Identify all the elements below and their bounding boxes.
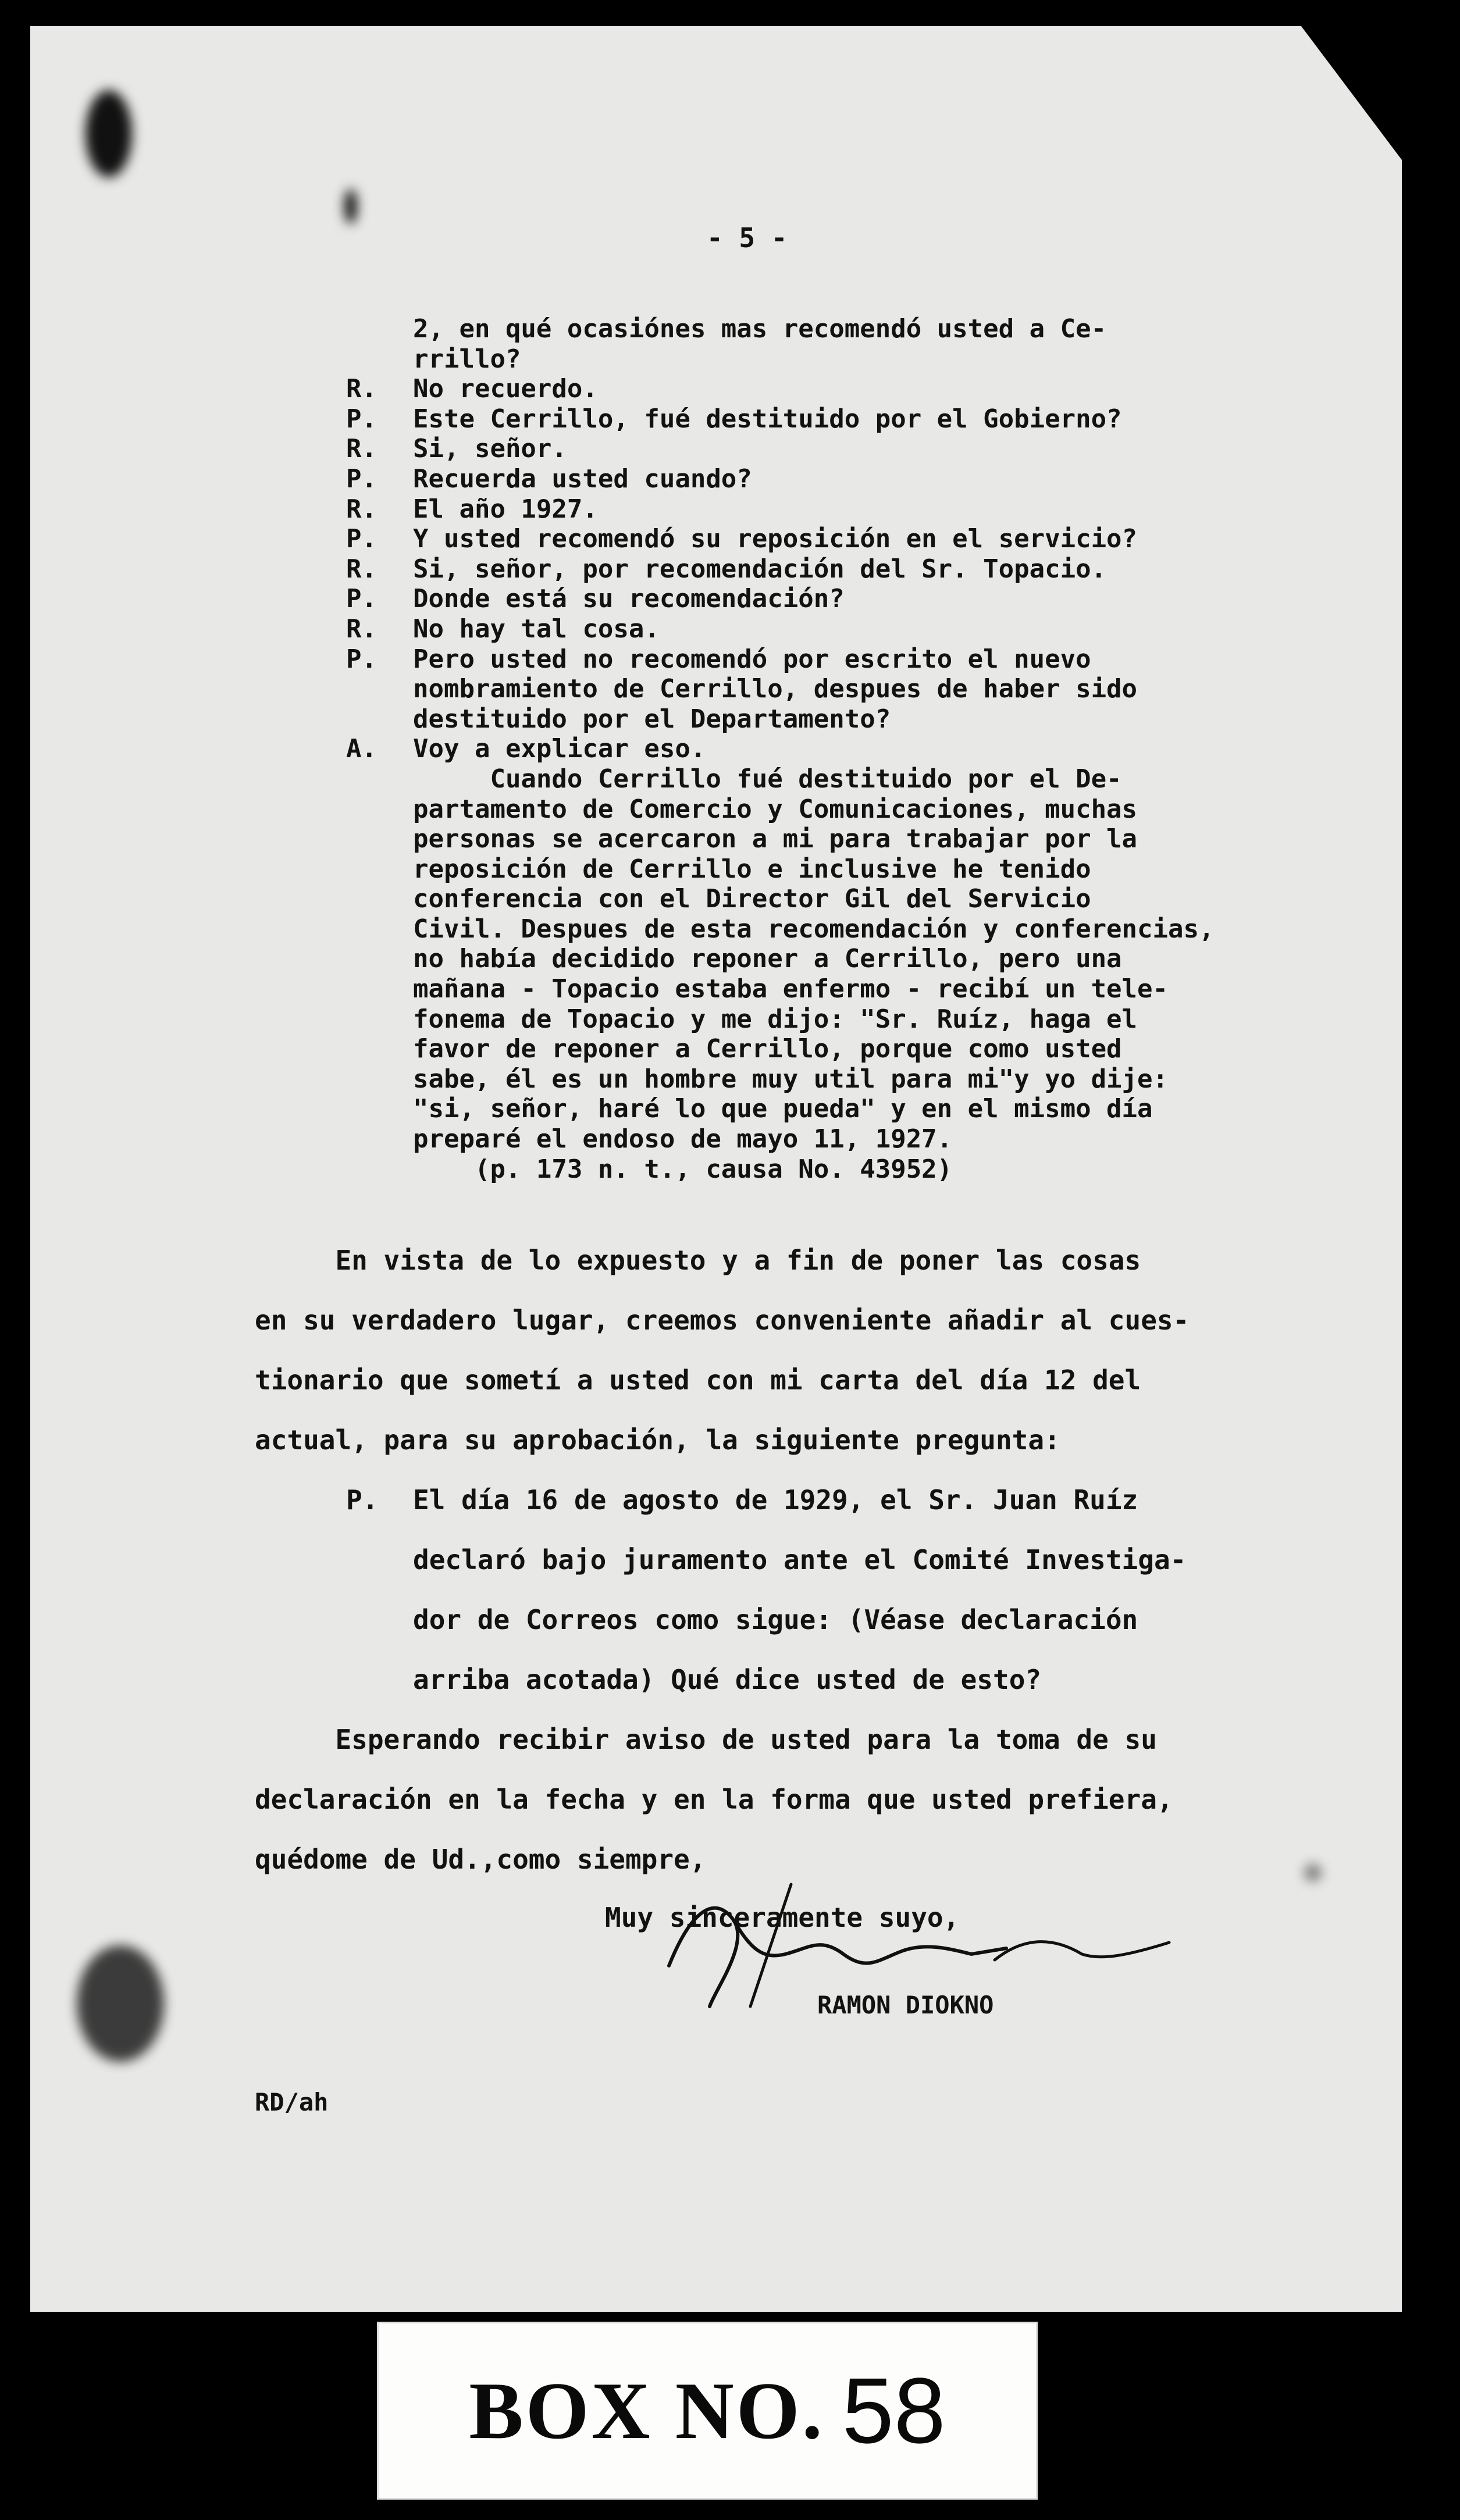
dialogue-text: mañana - Topacio estaba enfermo - recibí un tele- (413, 974, 1169, 1004)
speaker-label (346, 764, 413, 794)
question-label: P. (346, 1484, 379, 1516)
speaker-label (346, 854, 413, 885)
dialogue-line (346, 1094, 1215, 1124)
speaker-label: P. (346, 524, 377, 554)
ink-smudge (344, 189, 357, 224)
initials: RD/ah (255, 2088, 329, 2116)
dialogue-line (346, 1124, 1215, 1154)
dialogue-line (346, 794, 1215, 825)
speaker-label (346, 974, 413, 1004)
dialogue-line (346, 1004, 1215, 1035)
dialogue-text: no había decidido reponer a Cerrillo, pero una (413, 944, 1122, 974)
dialogue-text: rrillo? (413, 344, 521, 374)
dialogue-line (346, 764, 1215, 794)
speaker-label (346, 1034, 413, 1064)
speaker-label (346, 794, 413, 825)
dialogue-line (346, 464, 1215, 494)
speaker-label (346, 914, 413, 944)
speaker-label (346, 674, 413, 704)
dialogue-text: nombramiento de Cerrillo, despues de haber sido (413, 674, 1138, 704)
signatory-name: RAMON DIOKNO (817, 1991, 994, 2019)
question-line: El día 16 de agosto de 1929, el Sr. Juan Ruíz (413, 1484, 1138, 1516)
dialogue-line (346, 374, 1215, 404)
speaker-label (346, 1064, 413, 1095)
ink-smudge (77, 1945, 164, 2062)
dialogue-text: fonema de Topacio y me dijo: "Sr. Ruíz, haga el (413, 1004, 1138, 1034)
speaker-label (346, 1004, 413, 1035)
dialogue-line (346, 584, 1215, 614)
ink-smudge (1304, 1864, 1322, 1881)
speaker-label: A. (346, 734, 377, 764)
dialogue-text: preparé el endoso de mayo 11, 1927. (413, 1124, 953, 1154)
speaker-label: P. (346, 584, 377, 614)
speaker-label (346, 824, 413, 854)
dialogue-line (346, 644, 1215, 675)
dialogue-text: (p. 173 n. t., causa No. 43952) (413, 1154, 953, 1184)
speaker-label: R. (346, 494, 377, 524)
dialogue-line (346, 914, 1215, 944)
dialogue-text: No recuerdo. (413, 374, 598, 404)
dialogue-line (346, 1154, 1215, 1185)
speaker-label (346, 1154, 413, 1185)
paragraph-line: en su verdadero lugar, creemos conveniente añadir al cues- (255, 1304, 1190, 1336)
ink-smudge (86, 90, 132, 177)
dialogue-text: Voy a explicar eso. (413, 734, 706, 764)
box-label-text: BOX NO. (469, 2365, 825, 2456)
speaker-label: R. (346, 554, 377, 584)
speaker-label (346, 704, 413, 735)
dialogue-text: personas se acercaron a mi para trabajar por la (413, 824, 1138, 854)
speaker-label (346, 944, 413, 974)
dialogue-line (346, 314, 1215, 344)
speaker-label (346, 314, 413, 344)
dialogue-text: Cuando Cerrillo fué destituido por el De- (413, 764, 1122, 794)
dialogue-text: El año 1927. (413, 494, 598, 524)
question-line: declaró bajo juramento ante el Comité Investiga- (413, 1544, 1187, 1576)
dialogue-text: Si, señor, por recomendación del Sr. Topacio. (413, 554, 1107, 584)
dialogue-text: destituido por el Departamento? (413, 704, 891, 734)
dialogue-line (346, 524, 1215, 554)
dialogue-line (346, 944, 1215, 974)
speaker-label: R. (346, 614, 377, 644)
dialogue-line (346, 614, 1215, 644)
dialogue-text: 2, en qué ocasiónes mas recomendó usted a Ce- (413, 314, 1107, 344)
paragraph-line: declaración en la fecha y en la forma que usted prefiera, (255, 1784, 1173, 1815)
closing: Muy sinceramente suyo, (605, 1902, 960, 1933)
paragraph-line: Esperando recibir aviso de usted para la toma de su (255, 1724, 1157, 1755)
dialogue-line (346, 734, 1215, 764)
question-line: dor de Correos como sigue: (Véase declaración (413, 1604, 1138, 1635)
speaker-label: R. (346, 434, 377, 464)
speaker-label (346, 1094, 413, 1124)
dialogue-line (346, 404, 1215, 434)
dialogue-line (346, 344, 1215, 375)
dialogue-text: favor de reponer a Cerrillo, porque como usted (413, 1034, 1122, 1064)
dialogue-text: Recuerda usted cuando? (413, 464, 752, 494)
paragraph-line: tionario que sometí a usted con mi carta del día 12 del (255, 1364, 1141, 1396)
dialogue-line (346, 974, 1215, 1004)
dialogue-text: reposición de Cerrillo e inclusive he tenido (413, 854, 1091, 884)
paragraph-line: actual, para su aprobación, la siguiente pregunta: (255, 1424, 1060, 1456)
box-label (377, 2322, 1038, 2500)
dialogue-line (346, 1064, 1215, 1095)
dialogue-line (346, 854, 1215, 885)
paragraph-line: quédome de Ud.,como siempre, (255, 1844, 706, 1875)
question-line: arriba acotada) Qué dice usted de esto? (413, 1664, 1042, 1695)
dialogue-text: partamento de Comercio y Comunicaciones, muchas (413, 794, 1138, 824)
dialogue-line (346, 824, 1215, 854)
dialogue-line (346, 674, 1215, 704)
dialogue-line (346, 884, 1215, 914)
dialogue-line (346, 1034, 1215, 1064)
dialogue-text: sabe, él es un hombre muy util para mi"y yo dije: (413, 1064, 1169, 1094)
speaker-label: P. (346, 644, 377, 674)
dialogue-block (346, 314, 1215, 1184)
speaker-label: P. (346, 404, 377, 434)
speaker-label: P. (346, 464, 377, 494)
speaker-label (346, 344, 413, 375)
speaker-label: R. (346, 374, 377, 404)
dialogue-text: Este Cerrillo, fué destituido por el Gobierno? (413, 404, 1122, 434)
speaker-label (346, 1124, 413, 1154)
dialogue-text: Civil. Despues de esta recomendación y conferencias, (413, 914, 1215, 944)
dialogue-text: Pero usted no recomendó por escrito el nuevo (413, 644, 1091, 674)
dialogue-line (346, 704, 1215, 735)
dialogue-text: "si, señor, haré lo que pueda" y en el mismo día (413, 1094, 1153, 1124)
box-number: 58 (842, 2358, 946, 2462)
dialogue-line (346, 494, 1215, 525)
page-number: - 5 - (707, 222, 788, 254)
dialogue-text: conferencia con el Director Gil del Servicio (413, 884, 1091, 914)
speaker-label (346, 884, 413, 914)
dialogue-text: No hay tal cosa. (413, 614, 660, 644)
dialogue-line (346, 554, 1215, 584)
dialogue-line (346, 434, 1215, 464)
dialogue-text: Donde está su recomendación? (413, 584, 845, 614)
dialogue-text: Si, señor. (413, 434, 567, 464)
paragraph-line: En vista de lo expuesto y a fin de poner las cosas (255, 1245, 1141, 1276)
dialogue-text: Y usted recomendó su reposición en el servicio? (413, 524, 1138, 554)
